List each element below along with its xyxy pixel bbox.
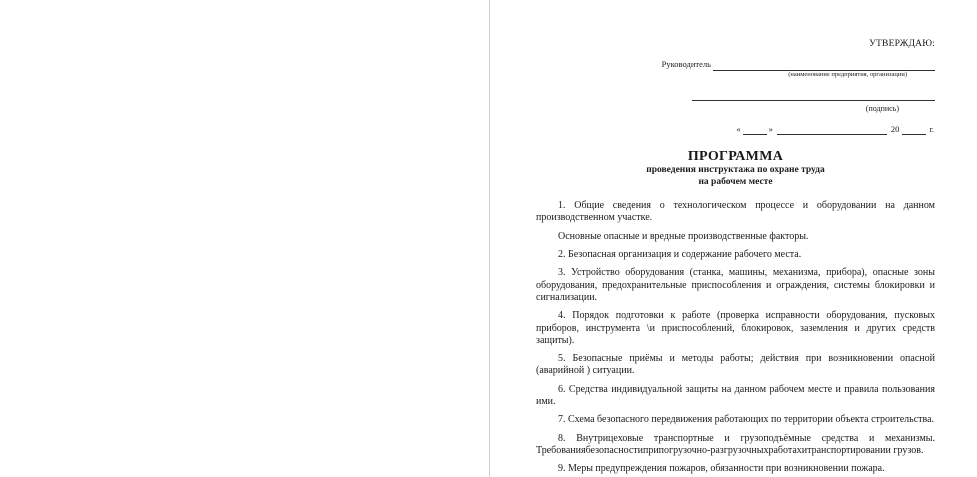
org-hint: (наименование предприятия, организации) xyxy=(788,70,907,78)
date-row xyxy=(536,123,935,135)
month-blank-line xyxy=(777,125,887,135)
year-suffix: г. xyxy=(929,123,934,134)
program-item: 8. Внутрицеховые транспортные и грузоподъёмные средства и механизмы. Требованиябезопасностиприпогрузочно-разгрузочныхработахитранспортировании грузов. xyxy=(536,432,935,456)
program-item: 2. Безопасная организация и содержание рабочего места. xyxy=(558,249,802,261)
approval-title: УТВЕРЖДАЮ: xyxy=(869,39,935,49)
program-item: 9. Меры предупреждения пожаров, обязанности при возникновении пожара. xyxy=(558,463,885,475)
program-item: Основные опасные и вредные производственные факторы. xyxy=(558,230,809,242)
signature-row xyxy=(536,91,935,101)
head-row xyxy=(536,58,935,70)
document-subtitle-line2: на рабочем месте xyxy=(698,177,773,188)
program-item: 4. Порядок подготовки к работе (проверка исправности оборудования, пусковых приборов, инструмента \и приспособлений, блокировок, заземления и других средств защиты). xyxy=(536,310,935,346)
program-item: 7. Схема безопасного передвижения работающих по территории объекта строительства. xyxy=(558,414,935,426)
document-title: ПРОГРАММА xyxy=(687,149,784,165)
signature-blank-line xyxy=(692,91,935,101)
head-blank-line xyxy=(713,61,935,71)
year-blank-line xyxy=(902,125,926,135)
day-blank-line xyxy=(743,125,767,135)
date-quote-close: » xyxy=(768,123,773,134)
signature-hint: (подпись) xyxy=(865,103,899,113)
program-item: 1. Общие сведения о технологическом процессе и оборудовании на данном производственном участке. xyxy=(536,200,935,224)
program-item: 6. Средства индивидуальной защиты на данном рабочем месте и правила пользования ими. xyxy=(536,383,935,408)
year-prefix: 20 xyxy=(890,123,900,134)
date-quote-open: « xyxy=(736,123,741,134)
program-item: 5. Безопасные приёмы и методы работы; действия при возникновении опасной (аварийной ) ситуации. xyxy=(536,353,935,377)
head-label: Руководитель xyxy=(661,59,711,70)
program-items xyxy=(536,200,935,475)
program-item: 3. Устройство оборудования (станка, машины, механизма, прибора), опасные зоны оборудования, предохранительные приспособления и ограждения, системы блокировки и сигнализации. xyxy=(536,267,935,303)
document-subtitle-line1: проведения инструктажа по охране труда xyxy=(646,165,825,176)
right-page xyxy=(490,0,977,477)
page-content xyxy=(536,38,935,477)
